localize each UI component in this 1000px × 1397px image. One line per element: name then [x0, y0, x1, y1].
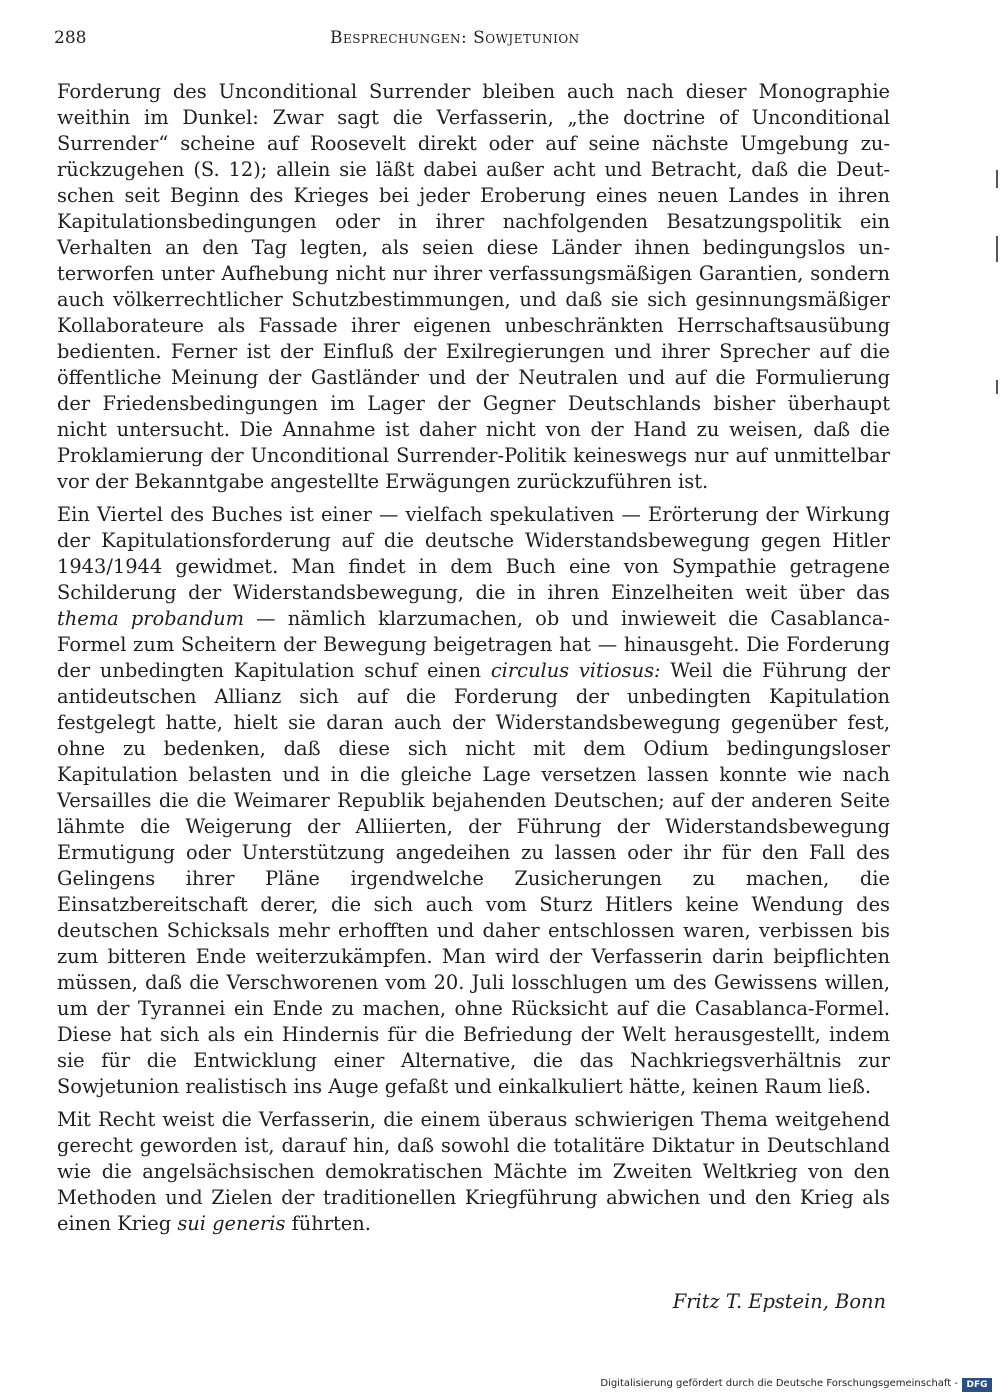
- paragraph-1: Forderung des Unconditional Surrender bleiben auch nach dieser Monographie weithin im Dunkel: Zwar sagt die Verfasserin, „the doctrine of Unconditional Surrender“ scheine auf Roosevelt direkt oder auf seine nächste Umgebung zurückzugehen (S. 12); allein sie läßt dabei außer acht und Betracht, daß die Deutschen seit Beginn des Krieges bei jeder Eroberung eines neuen Landes in ihren Kapitulationsbedingungen oder in ihrer nachfolgenden Besatzungspolitik ein Verhalten an den Tag legten, als seien diese Länder ihnen bedingungslos unterworfen unter Aufhebung nicht nur ihrer verfassungsmäßigen Garantien, sondern auch völkerrechtlicher Schutzbestimmungen, und daß sie sich gesinnungsmäßiger Kollaborateure als Fassade ihrer eigenen unbeschränkten Herrschaftsausübung bedienten. Ferner ist der Einfluß der Exilregierungen und ihrer Sprecher auf die öffentliche Meinung der Gastländer und der Neutralen und auf die Formulierung der Friedensbedingungen im Lager der Gegner Deutschlands bisher überhaupt nicht untersucht. Die Annahme ist daher nicht von der Hand zu weisen, daß die Proklamierung der Unconditional Surrender-Politik keineswegs nur auf unmittelbar vor der Bekanntgabe angestellte Erwägungen zurückzuführen ist.: [57, 80, 890, 493]
- paragraph-3-text-b: führten.: [285, 1212, 371, 1235]
- article-body: [57, 79, 890, 1244]
- digitization-credit: Digitalisierung gefördert durch die Deutsche Forschungsgemeinschaft -: [600, 1378, 958, 1389]
- paragraph-2: [57, 502, 890, 1100]
- author-signature: Fritz T. Epstein, Bonn: [672, 1290, 886, 1313]
- paragraph-3-text-a: Mit Recht weist die Verfasserin, die einem überaus schwierigen Thema weitgehend gerecht geworden ist, darauf hin, daß sowohl die totalitäre Diktatur in Deutschland wie die angelsächsischen demokratischen Mächte im Zweiten Weltkrieg von den Methoden und Zielen der traditionellen Kriegführung abwichen und den Krieg als einen Krieg: [57, 1108, 890, 1235]
- scan-margin-mark: [996, 380, 998, 394]
- paragraph-3: [57, 1107, 890, 1237]
- page-header: [54, 28, 888, 54]
- paragraph-2-text-c: Weil die Führung der antideutschen Allianz sich auf die Forderung der unbedingten Kapitulation festgelegt hatte, hielt sie daran auch der Widerstandsbewegung gegenüber fest, ohne zu bedenken, daß diese sich nicht mit dem Odium bedingungsloser Kapitulation belasten und in die gleiche Lage versetzen lassen konnte wie nach Versailles die die Weimarer Republik bejahenden Deutschen; auf der anderen Seite lähmte die Weigerung der Alliierten, der Führung der Widerstandsbewegung Ermutigung oder Unterstützung angedeihen zu lassen oder ihr für den Fall des Gelingens ihrer Pläne irgendwelche Zusicherungen zu machen, die Einsatzbereitschaft derer, die sich auch vom Sturz Hitlers keine Wendung des deutschen Schicksals mehr erhofften und daher entschlossen waren, verbissen bis zum bitteren Ende weiterzukämpfen. Man wird der Verfasserin darin beipflichten müssen, daß die Verschworenen vom 20. Juli losschlugen um des Gewissens willen, um der Tyrannei ein Ende zu machen, ohne Rücksicht auf die Casablanca-Formel. Diese hat sich als ein Hindernis für die Befriedung der Welt herausgestellt, indem sie für die Entwicklung einer Alternative, die das Nachkriegsverhältnis zur Sowjetunion realistisch ins Auge gefaßt und einkalkuliert hätte, keinen Raum ließ.: [57, 659, 890, 1098]
- running-title: Besprechungen: Sowjetunion: [330, 28, 580, 48]
- dfg-logo: DFG: [962, 1378, 992, 1392]
- paragraph-2-text-a: Ein Viertel des Buches ist einer — vielfach spekulativen — Erörterung der Wirkung der Kapitulationsforderung auf die deutsche Widerstandsbewegung gegen Hitler 1943/1944 gewidmet. Man findet in dem Buch eine von Sympathie getragene Schilderung der Widerstandsbewegung, die in ihren Einzelheiten weit über das: [57, 503, 890, 604]
- page-number: 288: [54, 28, 87, 48]
- scan-margin-mark: [996, 236, 998, 262]
- paragraph-2-emphasis-circulus-vitiosus: circulus vitiosus:: [490, 659, 661, 682]
- paragraph-3-emphasis-sui-generis: sui generis: [177, 1212, 286, 1235]
- paragraph-2-emphasis-thema-probandum: thema probandum: [57, 607, 244, 630]
- scan-margin-mark: [996, 170, 998, 188]
- paragraph-2-text-b: — nämlich klarzumachen, ob und inwieweit die Casablanca-Formel zum Scheitern der Bewegung beigetragen hat — hinausgeht. Die Forderung der unbedingten Kapitulation schuf einen: [57, 607, 890, 682]
